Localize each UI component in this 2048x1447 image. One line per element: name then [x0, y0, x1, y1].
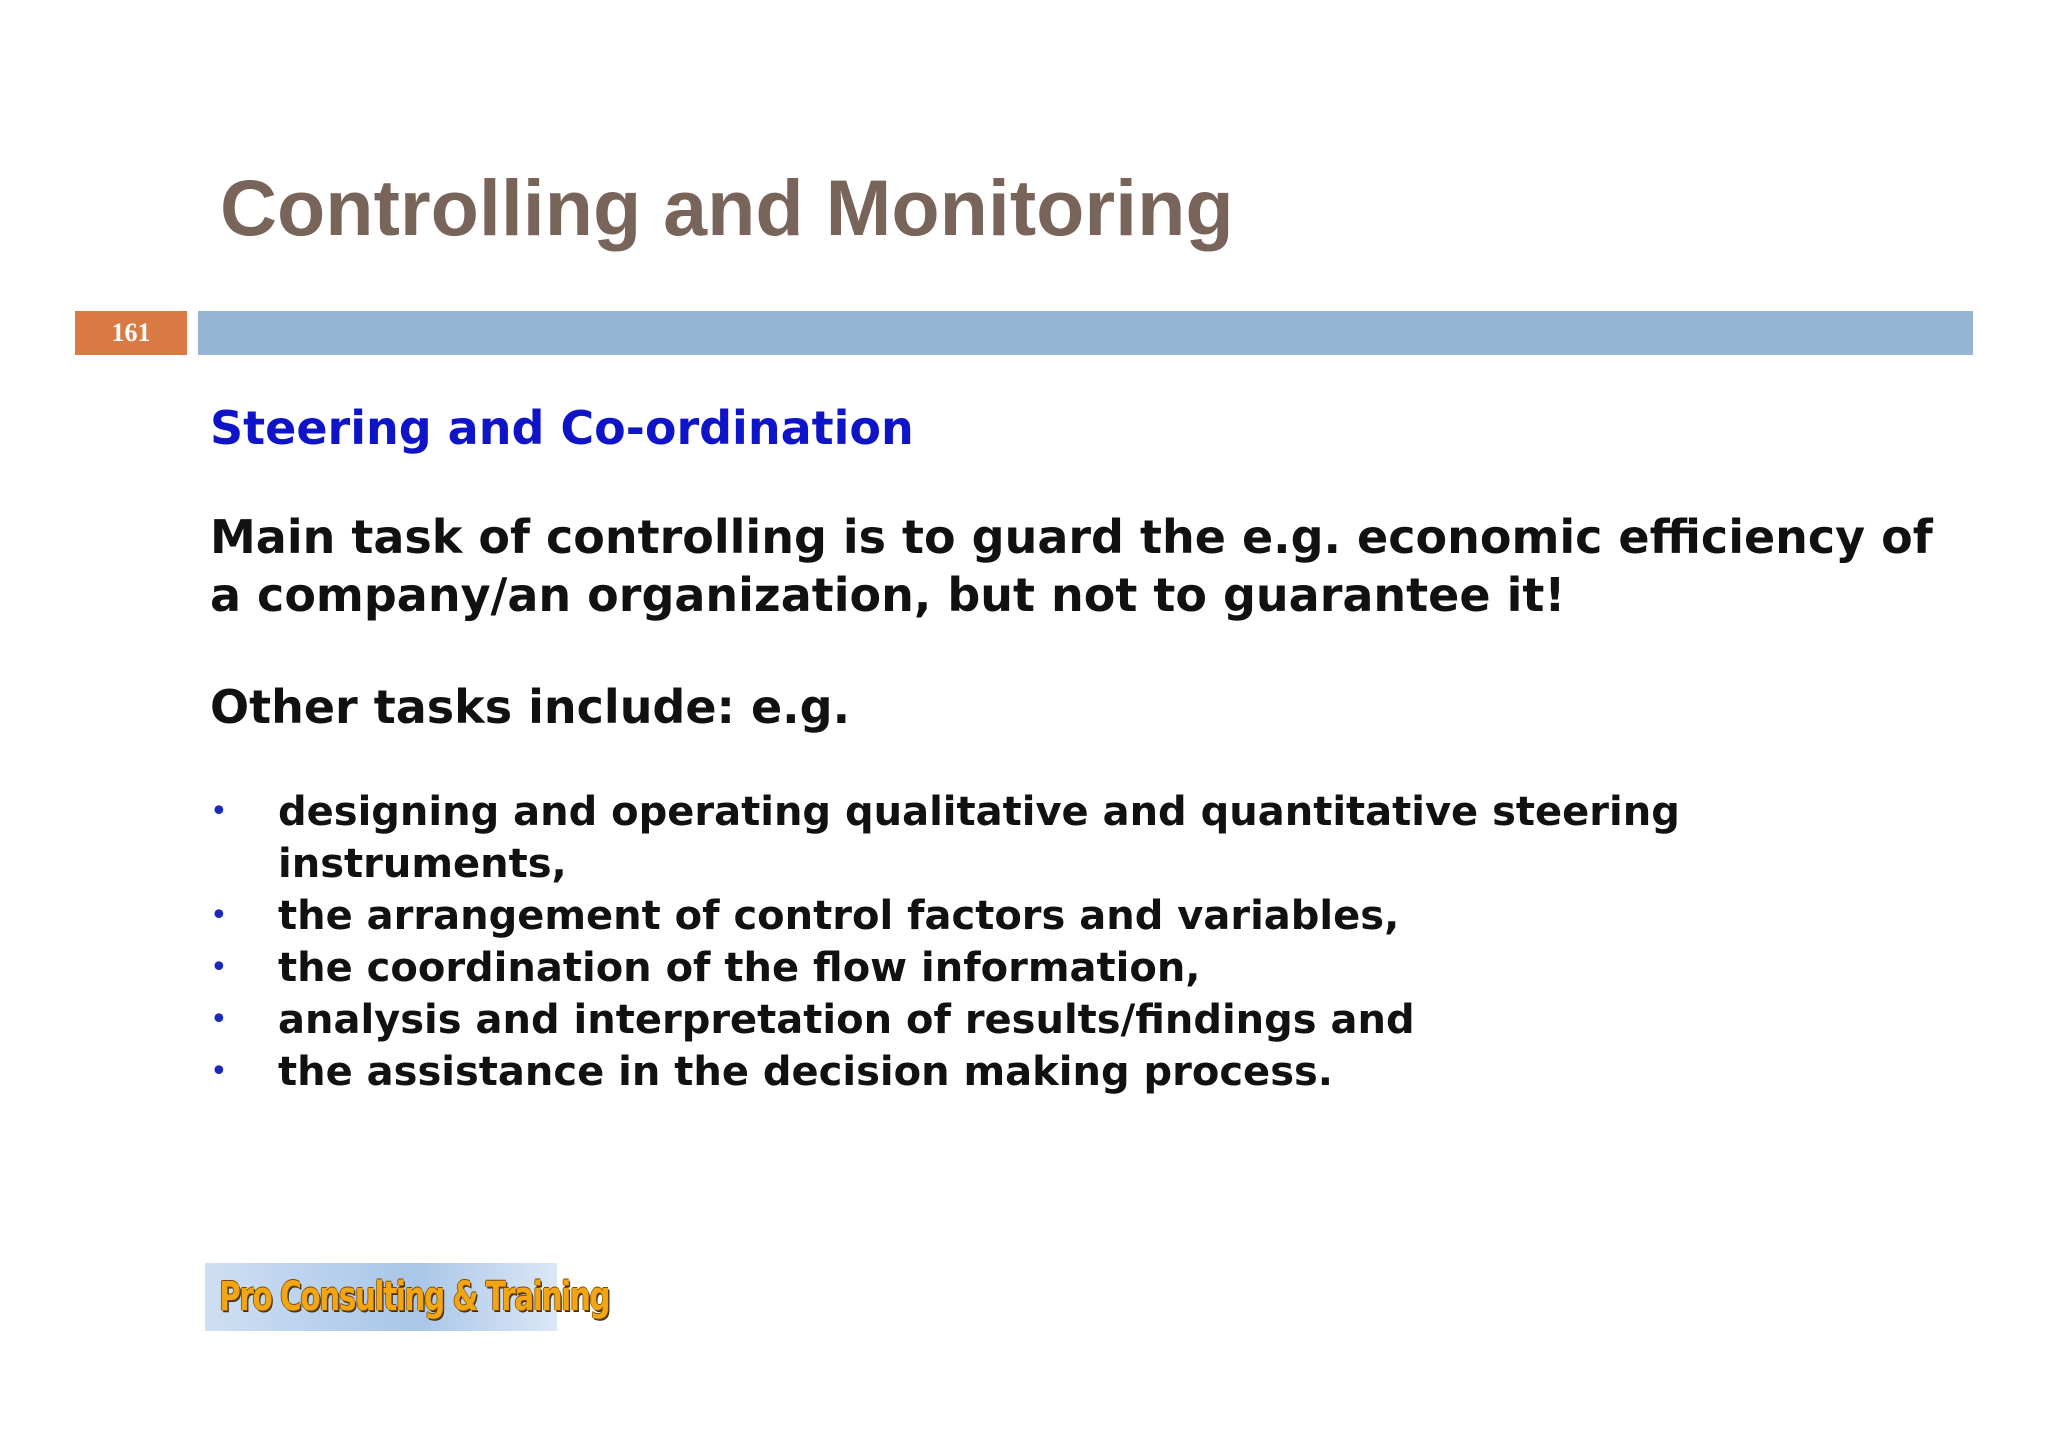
bullet-icon: •: [210, 950, 228, 985]
list-item-text: designing and operating qualitative and quantitative steering instruments,: [278, 789, 1680, 887]
page-number-badge: 161: [75, 311, 187, 355]
list-item: [210, 786, 1770, 890]
bullet-icon: •: [210, 1002, 228, 1037]
company-logo: [205, 1263, 610, 1331]
list-item-text: the assistance in the decision making process.: [278, 1049, 1333, 1095]
list-item-text: the coordination of the flow information,: [278, 945, 1201, 991]
bullet-icon: •: [210, 898, 228, 933]
list-item-text: the arrangement of control factors and variables,: [278, 893, 1400, 939]
bullet-icon: •: [210, 794, 228, 829]
bullet-icon: •: [210, 1054, 228, 1089]
logo-text: Pro Consulting & Training: [219, 1274, 610, 1320]
slide-title: Controlling and Monitoring: [220, 163, 1234, 252]
list-item-text: analysis and interpretation of results/findings and: [278, 997, 1415, 1043]
list-item: [210, 1046, 1770, 1098]
list-item: [210, 994, 1770, 1046]
task-bullet-list: [210, 786, 1770, 1098]
list-item: [210, 942, 1770, 994]
slide-content: [210, 396, 1970, 1098]
list-item: [210, 890, 1770, 942]
other-tasks-heading: Other tasks include: e.g.: [210, 680, 851, 734]
section-subtitle: Steering and Co-ordination: [210, 401, 914, 455]
main-task-paragraph: Main task of controlling is to guard the e.g. economic efficiency of a company/an organization, but not to guarantee it!: [210, 510, 1933, 622]
title-divider-bar: [198, 311, 1973, 355]
